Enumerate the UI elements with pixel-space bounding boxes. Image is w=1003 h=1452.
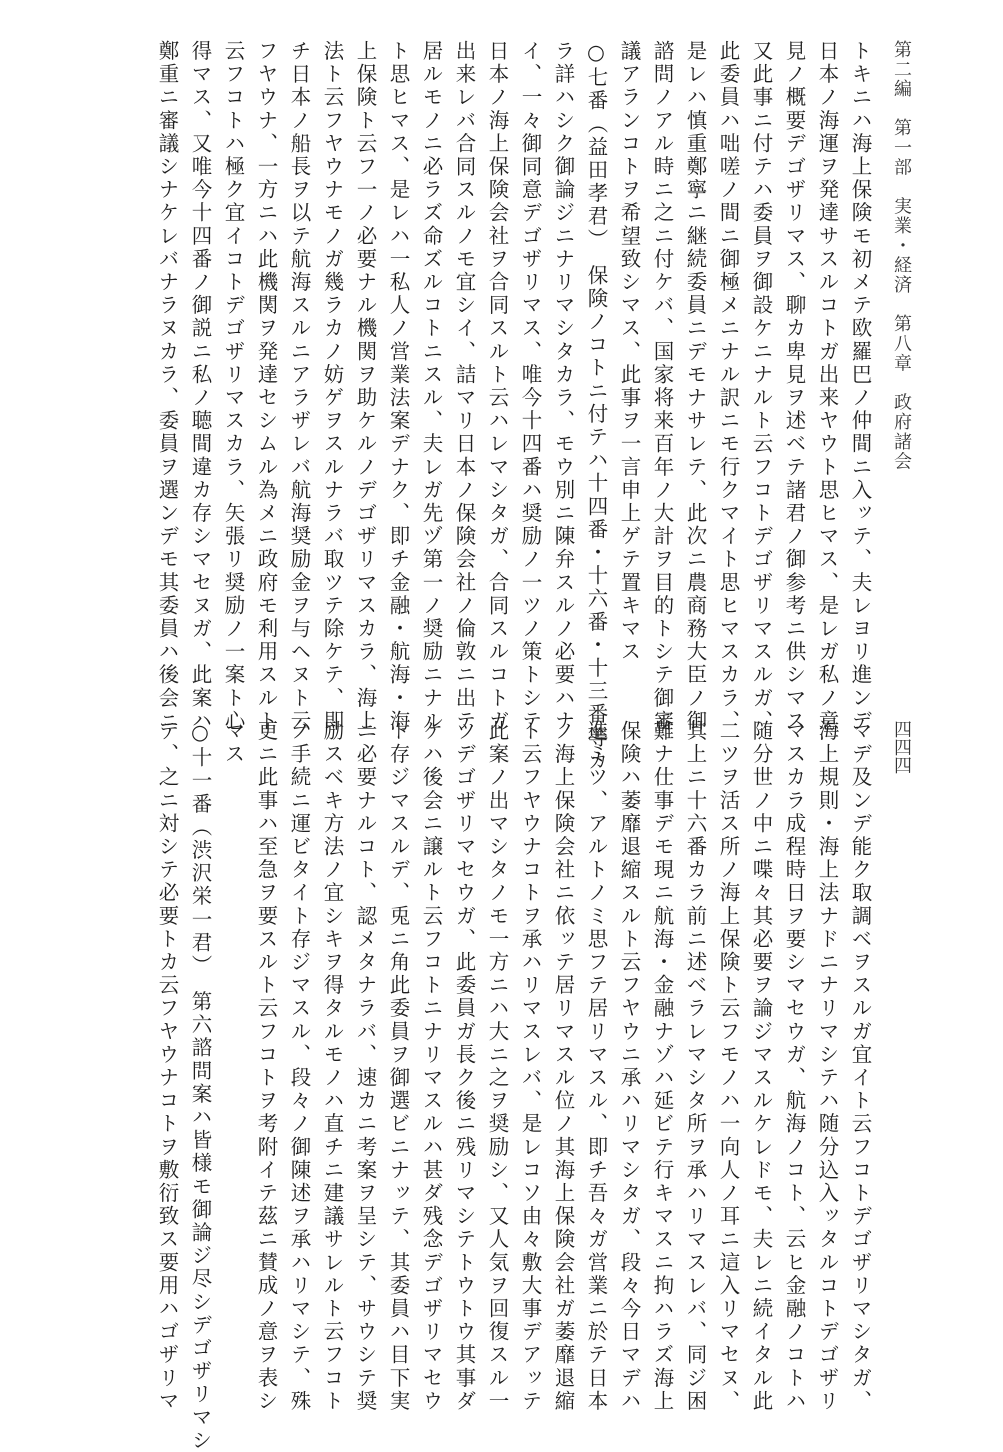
running-header: 第二編 第一部 実業・経済 第八章 政府諸会 (891, 40, 912, 472)
text-line: 励スベキ方法ノ宜シキヲ得タルモノハ直チニ建議サレルト云フコト (320, 720, 344, 1413)
text-line: トキニハ海上保険モ初メテ欧羅巴ノ仲間ニ入ッテ、夫レヨリ進ンデ (848, 40, 872, 733)
speaker-line: ○七番（益田孝君） 保険ノコトニ付テハ十四番・十六番・十三番等カ (584, 40, 608, 773)
text-line: 保険ハ萎靡退縮スルト云フヤウニ承ハリマシタガ、段々今日マデハ (617, 720, 641, 1413)
text-line: 出来レバ合同スルノモ宜シイ、詰マリ日本ノ保険会社ノ倫敦ニ出テ (452, 40, 476, 733)
text-line: ニ必要ナルコト、認メタナラバ、速カニ考案ヲ呈シテ、サウシテ奨 (353, 720, 377, 1413)
text-line: 難ナ仕事デモ現ニ航海・金融ナゾハ延ビテ行キマスニ拘ハラズ海上 (650, 720, 674, 1413)
text-line: ツデゴザリマセウガ、此委員ガ長ク後ニ残リマシテトウトウ其事ダ (452, 720, 476, 1413)
text-line: 進ミツ、アルトノミ思フテ居リマスル、即チ吾々ガ営業ニ於テ日本 (584, 720, 608, 1413)
text-line: 居ルモノニ必ラズ命ズルコトニスル、夫レガ先ヅ第一ノ奨励ニナル (419, 40, 443, 733)
text-line: ノ海上保険会社ニ依ッテ居リマスル位ノ其海上保険会社ガ萎靡退縮 (551, 720, 575, 1413)
text-line: マデ及ンデ能ク取調ベヲスルガ宜イト云フコトデゴザリマシタガ、 (848, 720, 872, 1413)
text-line: 云フコトハ極ク宜イコトデゴザリマスカラ、矢張リ奨励ノ一案ト心 (221, 40, 245, 733)
text-line: 是レハ慎重鄭寧ニ継続委員ニデモナサレテ、此次ニ農商務大臣ノ御 (683, 40, 707, 733)
text-line: マスカラ成程時日ヲ要シマセウガ、航海ノコト、云ヒ金融ノコトハ (782, 720, 806, 1413)
text-line: 此委員ハ咄嗟ノ間ニ御極メニナル訳ニモ行クマイト思ヒマスカラ、 (716, 40, 740, 733)
text-line: 法ト云フヤウナモノガ幾ラカノ妨ゲヲスルナラバ取ツテ除ケテ、即 (320, 40, 344, 733)
text-line: 得マス、又唯今十四番ノ御説ニ私ノ聴間違カ存シマセヌガ、此案ハ (188, 40, 212, 733)
text-line: イ、一々御同意デゴザリマス、唯今十四番ハ奨励ノ一ツノ策トシテ (518, 40, 542, 733)
text-line: ケハ後会ニ譲ルト云フコトニナリマスルハ甚ダ残念デゴザリマセウ (419, 720, 443, 1413)
text-line: 日本ノ海運ヲ発達サスルコトガ出来ヤウト思ヒマス、是レガ私ノ意 (815, 40, 839, 733)
text-line: 随分世ノ中ニ喋々其必要ヲ論ジマスルケレドモ、夫レニ続イタル此 (749, 720, 773, 1413)
text-line: 上保険ト云フ一ノ必要ナル機関ヲ助ケルノデゴザリマスカラ、海上 (353, 40, 377, 733)
text-line: 又此事ニ付テハ委員ヲ御設ケニナルト云フコトデゴザリマスルガ、 (749, 40, 773, 733)
text-line: ト思ヒマス、是レハ一私人ノ営業法案デナク、即チ金融・航海・海 (386, 40, 410, 733)
text-line: ラ詳ハシク御論ジニナリマシタカラ、モウ別ニ陳弁スルノ必要ハナ (551, 40, 575, 733)
text-line: ト云フヤウナコトヲ承ハリマスレバ、是レコソ由々敷大事デアッテ (518, 720, 542, 1413)
text-line: 議アランコトヲ希望致シマス、此事ヲ一言申上ゲテ置キマス (617, 40, 641, 664)
text-line: ト存ジマスルデ、兎ニ角此委員ヲ御選ビニナッテ、其委員ハ目下実 (386, 720, 410, 1413)
text-line: 其上ニ十六番カラ前ニ述ベラレマシタ所ヲ承ハリマスレバ、同ジ困 (683, 720, 707, 1413)
text-line: フヤウナ、一方ニハ此機関ヲ発達セシムル為メニ政府モ利用スルト (254, 40, 278, 733)
text-line: 此案ノ出マシタノモ一方ニハ大ニ之ヲ奨励シ、又人気ヲ回復スル一 (485, 720, 509, 1413)
text-line: テ、之ニ対シテ必要トカ云フヤウナコトヲ敷衍致ス要用ハゴザリマ (155, 720, 179, 1413)
text-line: 二ツヲ活ス所ノ海上保険ト云フモノハ一向人ノ耳ニ這入リマセヌ、 (716, 720, 740, 1413)
text-line: 諮問ノアル時ニ之ニ付ケバ、国家将来百年ノ大計ヲ目的トシテ御審 (650, 40, 674, 733)
text-line: 更ニ此事ハ至急ヲ要スルト云フコトヲ考附イテ茲ニ賛成ノ意ヲ表シ (254, 720, 278, 1413)
text-line: マス (221, 720, 245, 767)
page-number: 四四四 (891, 720, 912, 774)
text-line: 鄭重ニ審議シナケレバナラヌカラ、委員ヲ選ンデモ其委員ハ後会ニ (155, 40, 179, 733)
text-line: ノ手続ニ運ビタイト存ジマスル、段々ノ御陳述ヲ承ハリマシテ、殊 (287, 720, 311, 1413)
text-line: 日本ノ海上保険会社ヲ合同スルト云ハレマシタガ、合同スルコトガ (485, 40, 509, 733)
text-line: 海上規則・海上法ナドニナリマシテハ随分込入ッタルコトデゴザリ (815, 720, 839, 1413)
text-line: チ日本ノ船長ヲ以テ航海スルニアラザレバ航海奨励金ヲ与ヘヌト云 (287, 40, 311, 733)
speaker-line: ○十一番（渋沢栄一君） 第六諮問案ハ皆様モ御論ジ尽シデゴザリマシ (188, 720, 212, 1452)
text-line: 見ノ概要デゴザリマス、聊カ卑見ヲ述ベテ諸君ノ御参考ニ供シマス (782, 40, 806, 733)
